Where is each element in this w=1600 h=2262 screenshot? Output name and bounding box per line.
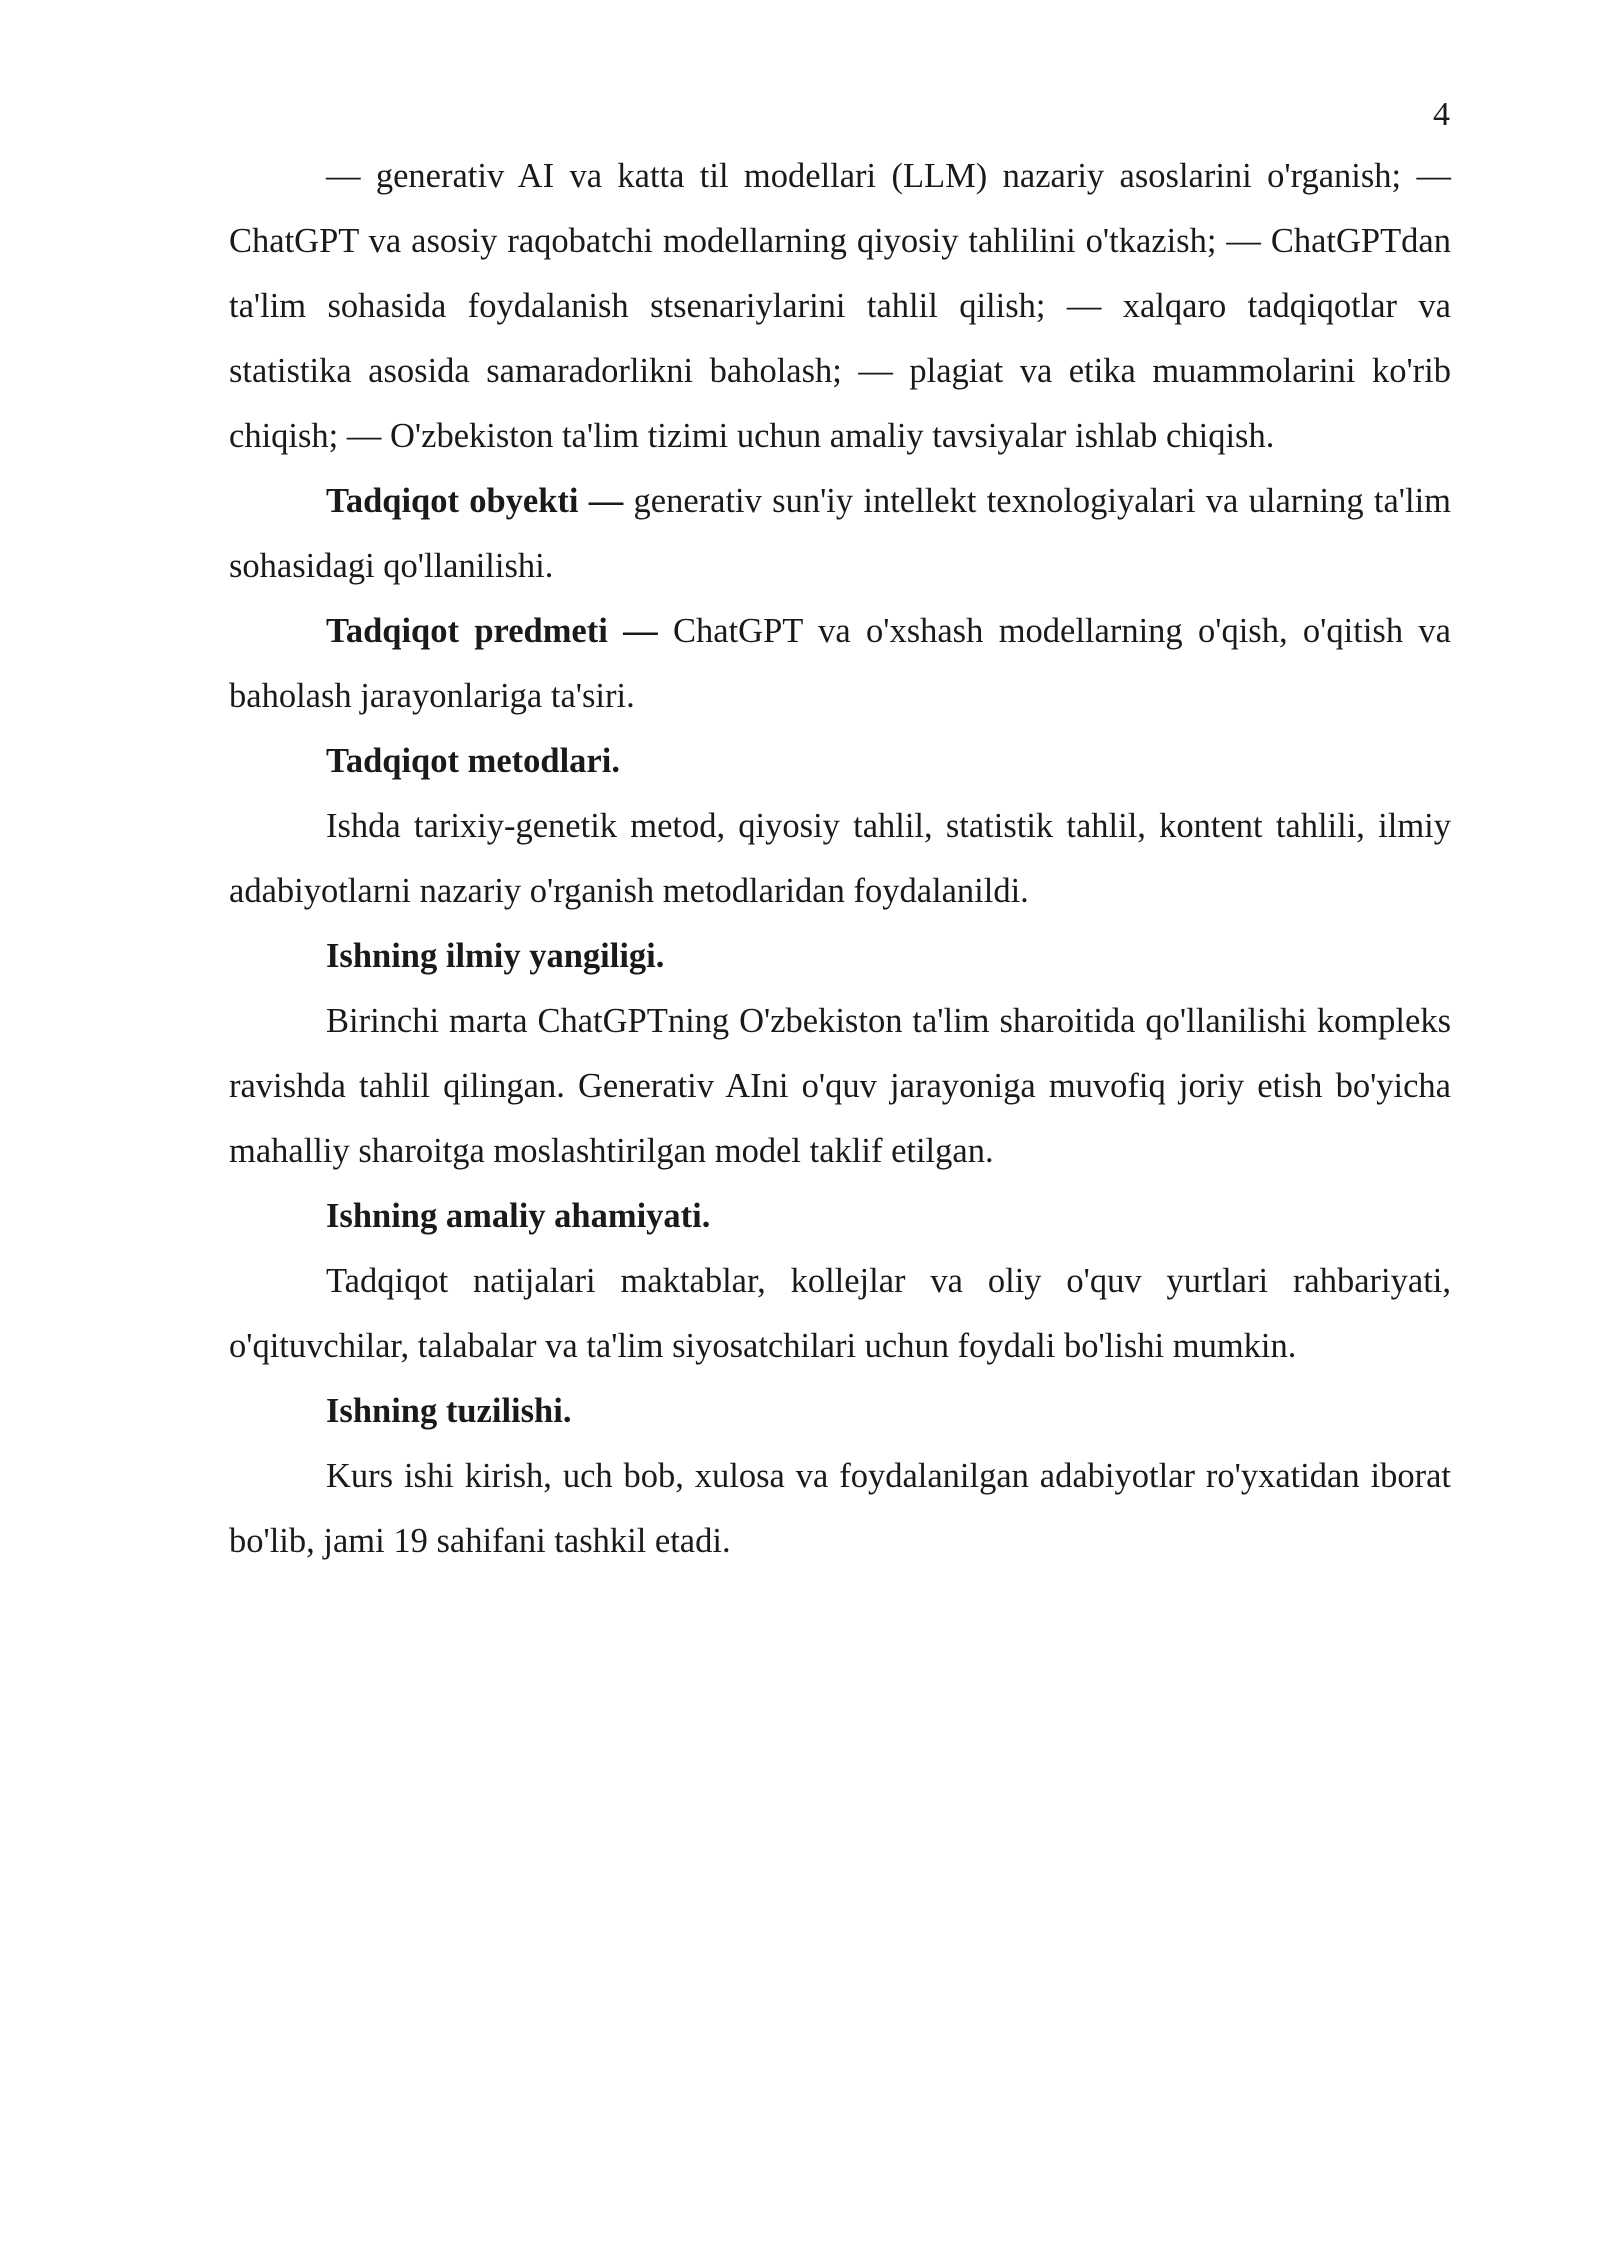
novelty-heading: Ishning ilmiy yangiligi.: [326, 937, 665, 975]
practical-paragraph: Tadqiqot natijalari maktablar, kollejlar va oliy o'quv yurtlari rahbariyati, o'qituvchilar, talabalar va ta'lim siyosatchilari uchun foydali bo'lishi mumkin.: [229, 1262, 1451, 1365]
research-tasks-paragraph: — generativ AI va katta til modellari (LLM) nazariy asoslarini o'rganish; — ChatGPT va asosiy raqobatchi modellarning qiyosiy tahlilini o'tkazish; — ChatGPTdan ta'lim sohasida foydalanish stsenariylarini tahlil qilish; — xalqaro tadqiqotlar va statistika asosida samaradorlikni baholash; — plagiat va etika muammolarini ko'rib chiqish; — O'zbekiston ta'lim tizimi uchun amaliy tavsiyalar ishlab chiqish.: [229, 157, 1451, 455]
research-subject-paragraph: [229, 599, 1451, 729]
methods-paragraph: Ishda tarixiy-genetik metod, qiyosiy tahlil, statistik tahlil, kontent tahlili, ilmiy adabiyotlarni nazariy o'rganish metodlaridan foydalanildi.: [229, 807, 1451, 910]
research-object-text: generativ sun'iy intellekt texnologiyalari va ularning ta'lim sohasidagi qo'llanilishi.: [229, 482, 1451, 585]
research-subject-text: ChatGPT va o'xshash modellarning o'qish, o'qitish va baholash jarayonlariga ta'siri.: [229, 612, 1451, 715]
page-number: 4: [1433, 96, 1450, 133]
structure-heading: Ishning tuzilishi.: [326, 1392, 572, 1430]
methods-heading: Tadqiqot metodlari.: [326, 742, 620, 780]
research-subject-label: Tadqiqot predmeti —: [326, 612, 658, 650]
research-object-label: Tadqiqot obyekti —: [326, 482, 624, 520]
research-object-paragraph: [229, 469, 1451, 599]
practical-heading: Ishning amaliy ahamiyati.: [326, 1197, 711, 1235]
novelty-paragraph: Birinchi marta ChatGPTning O'zbekiston ta'lim sharoitida qo'llanilishi kompleks ravishda tahlil qilingan. Generativ AIni o'quv jarayoniga muvofiq joriy etish bo'yicha mahalliy sharoitga moslashtirilgan model taklif etilgan.: [229, 1002, 1451, 1170]
structure-paragraph: Kurs ishi kirish, uch bob, xulosa va foydalanilgan adabiyotlar ro'yxatidan iborat bo'lib, jami 19 sahifani tashkil etadi.: [229, 1457, 1451, 1560]
document-body: [229, 144, 1451, 1574]
